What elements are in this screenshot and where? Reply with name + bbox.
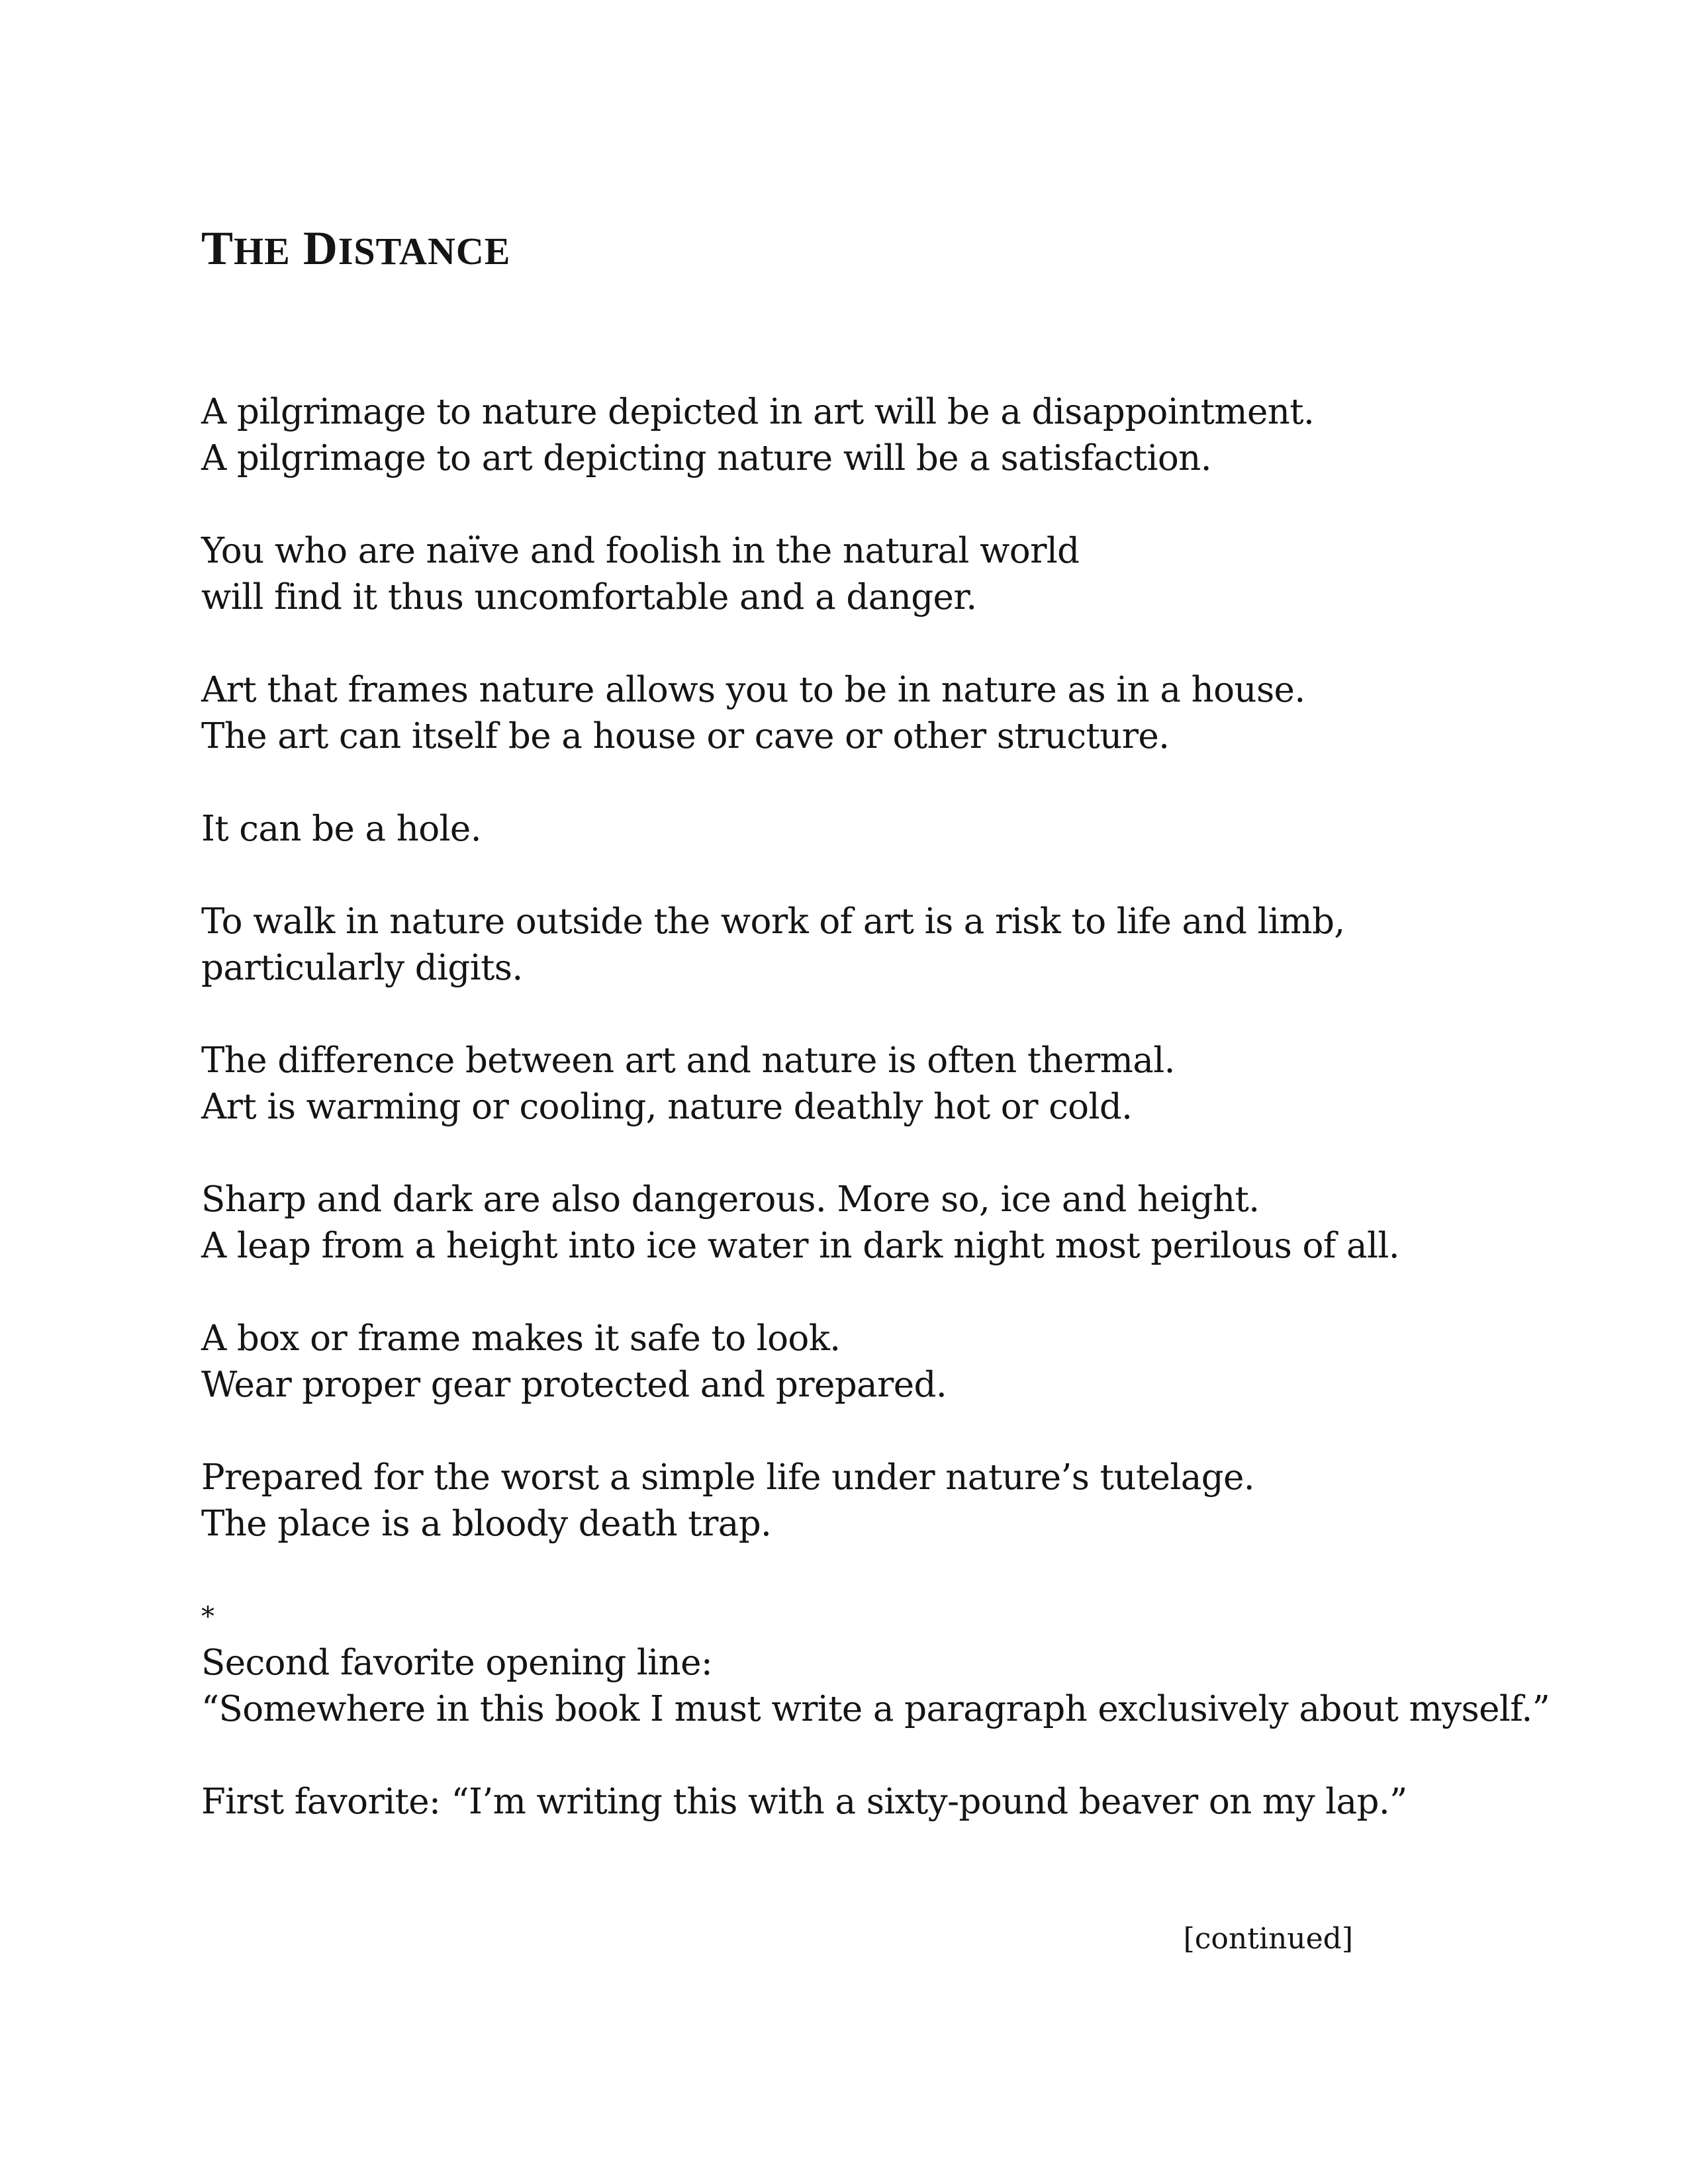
poem-line: “Somewhere in this book I must write a paragraph exclusively about myself.” [201,1689,1550,1729]
poem-line: Second favorite opening line: [201,1643,713,1683]
continued-label: [continued] [1183,1922,1353,1956]
stanza [201,667,1525,760]
poem-line: First favorite: “I’m writing this with a sixty-pound beaver on my lap.” [201,1782,1407,1822]
poem-line: You who are naïve and foolish in the natural world [201,531,1080,571]
poem-line: A box or frame makes it safe to look. [201,1318,841,1359]
poem-line: It can be a hole. [201,809,481,849]
stanza [201,389,1525,482]
stanza [201,1177,1525,1269]
poem-line: A leap from a height into ice water in dark night most perilous of all. [201,1226,1399,1266]
poem-line: Wear proper gear protected and prepared. [201,1365,947,1405]
poem-line: particularly digits. [201,948,523,988]
stanza [201,1455,1525,1547]
poem-line: To walk in nature outside the work of art is a risk to life and limb, [201,901,1345,942]
poem-line: Art that frames nature allows you to be in nature as in a house. [201,670,1305,710]
coda-stanza [201,1640,1550,1733]
poem-line: The art can itself be a house or cave or other structure. [201,716,1170,756]
poem-line: The place is a bloody death trap. [201,1504,772,1544]
poem-line: The difference between art and nature is often thermal. [201,1040,1175,1081]
stanza [201,528,1525,621]
poem-line: Sharp and dark are also dangerous. More so, ice and height. [201,1179,1260,1220]
poem-line: will find it thus uncomfortable and a danger. [201,577,977,617]
section-break-asterisk: * [201,1602,214,1632]
poem-line: Art is warming or cooling, nature deathly hot or cold. [201,1087,1133,1127]
poem-title: THE DISTANCE [201,222,511,275]
stanza [201,1038,1525,1130]
poem-body [201,389,1550,1825]
coda-stanza [201,1779,1525,1825]
stanza [201,899,1525,991]
poem-line: A pilgrimage to art depicting nature will be a satisfaction. [201,438,1211,478]
stanza [201,1316,1525,1408]
stanza [201,806,1525,852]
poem-line: Prepared for the worst a simple life under nature’s tutelage. [201,1457,1255,1498]
poem-line: A pilgrimage to nature depicted in art will be a disappointment. [201,392,1315,432]
